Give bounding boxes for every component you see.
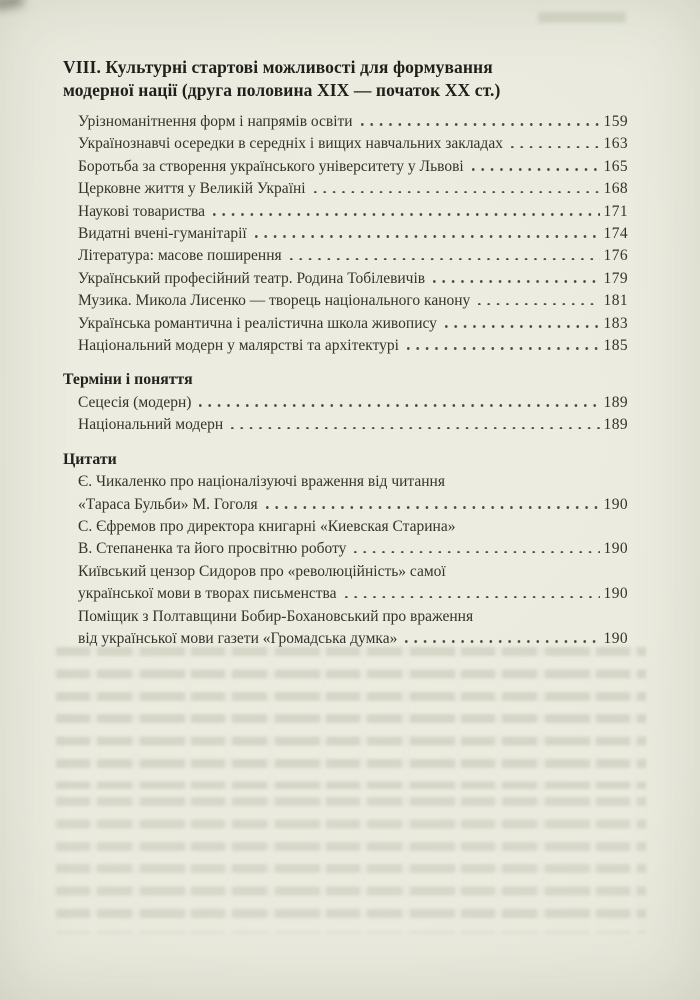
section-header-quotes: Цитати	[63, 450, 117, 468]
toc-page-number: 190	[603, 585, 628, 603]
toc-entry-label: Наукові товариства	[78, 202, 206, 220]
dot-leader	[199, 404, 599, 407]
toc-page-number: 168	[603, 180, 628, 198]
toc-page-number: 189	[603, 393, 628, 411]
dot-leader	[433, 280, 599, 283]
toc-entry-label: української мови в творах письменства	[78, 585, 337, 603]
dot-leader	[511, 146, 600, 149]
toc-entry-label: Національний модерн у малярстві та архітектурі	[78, 337, 399, 355]
dot-leader	[354, 551, 599, 554]
toc-page-number: 165	[603, 157, 628, 175]
toc-entry-label: Церковне життя у Великій Україні	[78, 180, 306, 198]
photo-corner-shadow	[0, 0, 24, 11]
dot-leader	[314, 191, 600, 194]
toc-entry-label: Сецесія (модерн)	[78, 393, 192, 411]
toc-entry	[63, 494, 628, 516]
bleed-through-paragraph	[56, 797, 646, 933]
toc-entry	[63, 538, 628, 560]
toc-page-number: 189	[603, 416, 628, 434]
dot-leader	[255, 235, 600, 238]
toc-entry	[63, 223, 628, 245]
toc-entry-label: Боротьба за створення українського університету у Львові	[78, 157, 464, 175]
toc-entry-label: Видатні вчені-гуманітарії	[78, 225, 247, 243]
toc-entry-label: Є. Чикаленко про націоналізуючі враження від читання	[78, 473, 445, 491]
toc-page-number: 190	[603, 495, 628, 513]
dot-leader	[478, 303, 599, 306]
toc-entry	[63, 628, 628, 650]
dot-leader	[213, 213, 600, 216]
toc-entry	[63, 111, 628, 133]
dot-leader	[361, 123, 600, 126]
toc-page-number: 159	[603, 113, 628, 130]
toc-quote-entry	[63, 471, 628, 516]
toc-entry-label: Київський цензор Сидоров про «революційність» самої	[78, 562, 446, 580]
section-header-terms: Терміни і поняття	[63, 371, 193, 389]
toc-entry	[63, 290, 628, 312]
toc-entry	[63, 392, 628, 414]
chapter-title	[63, 56, 628, 102]
bleed-through-paragraph	[56, 647, 646, 789]
toc-page-number: 181	[603, 292, 628, 310]
toc-entry	[63, 313, 628, 335]
toc-entry-label: Національний модерн	[78, 416, 224, 434]
toc-page-number: 185	[603, 337, 628, 355]
dot-leader	[345, 596, 600, 599]
toc-entry-label: Український професійний театр. Родина Тобілевичів	[78, 269, 426, 287]
toc-quote-entry	[63, 561, 628, 606]
toc-entry-list	[63, 111, 628, 357]
toc-entry-label: Література: масове поширення	[78, 247, 282, 265]
toc-entry	[63, 414, 628, 436]
toc-entry	[63, 268, 628, 290]
dot-leader	[445, 325, 600, 328]
toc-entry-label: Поміщик з Полтавщини Бобир-Бохановський про враження	[78, 607, 474, 625]
chapter-title-line: VIII. Культурні стартові можливості для формування	[63, 57, 493, 77]
toc-page-number: 190	[603, 629, 628, 647]
toc-quote-entry	[63, 516, 628, 561]
dot-leader	[407, 347, 600, 350]
toc-entry-label: В. Степаненка та його просвітню роботу	[78, 540, 347, 558]
dot-leader	[405, 640, 599, 643]
toc-entry-label: «Тараса Бульби» М. Гоголя	[78, 495, 258, 513]
toc-entry-label: Музика. Микола Лисенко — творець національного канону	[78, 292, 471, 310]
toc-entry-label: Урізноманітнення форм і напрямів освіти	[78, 113, 353, 130]
toc-page	[63, 56, 628, 650]
toc-page-number: 179	[603, 269, 628, 287]
toc-entry-label: від української мови газети «Громадська думка»	[78, 629, 398, 647]
toc-quote-entry	[63, 606, 628, 651]
toc-page-number: 183	[603, 314, 628, 332]
toc-entry	[63, 335, 628, 357]
chapter-title-line: модерної нації (друга половина XIX — початок XX ст.)	[63, 80, 501, 100]
toc-page-number: 174	[603, 225, 628, 243]
dot-leader	[266, 506, 600, 509]
dot-leader	[290, 258, 600, 261]
toc-page-number: 176	[603, 247, 628, 265]
toc-page-number: 171	[603, 202, 628, 220]
toc-entry	[63, 156, 628, 178]
toc-entry-label: Українознавчі осередки в середніх і вищих навчальних закладах	[78, 135, 503, 153]
dot-leader	[231, 427, 599, 430]
toc-entry	[63, 245, 628, 267]
toc-entry	[63, 583, 628, 605]
toc-entry-label: С. Єфремов про директора книгарні «Киевская Старина»	[78, 517, 456, 535]
toc-page-number: 163	[603, 135, 628, 153]
toc-page-number: 190	[603, 540, 628, 558]
toc-entry	[63, 201, 628, 223]
dot-leader	[472, 168, 600, 171]
terms-entry-list	[63, 392, 628, 437]
toc-entry-label: Українська романтична і реалістична школа живопису	[78, 314, 437, 332]
toc-entry	[63, 178, 628, 200]
bleed-through-header	[538, 12, 626, 23]
toc-entry	[63, 133, 628, 155]
